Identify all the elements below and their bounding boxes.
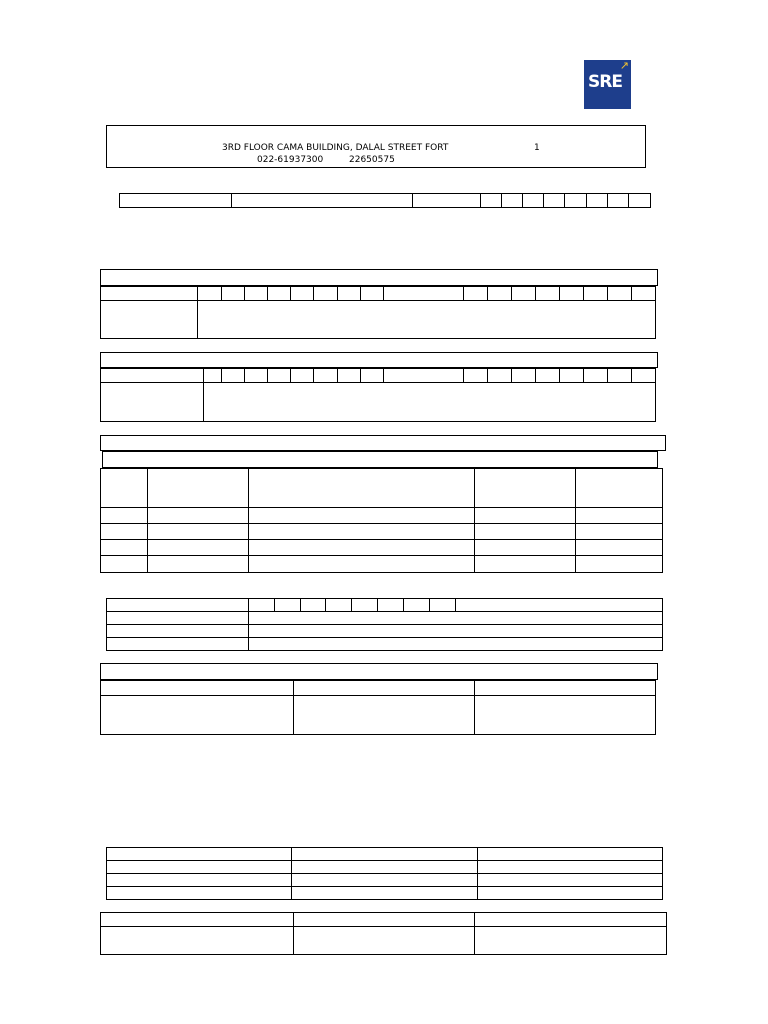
logo-text: SRE [588, 72, 622, 92]
section-e-header [100, 663, 658, 680]
section-b-header [100, 352, 658, 368]
reference-row [119, 193, 651, 208]
section-g-table [100, 912, 667, 955]
section-c-header [100, 435, 666, 451]
page-number: 1 [534, 143, 540, 153]
section-a-table [100, 286, 656, 339]
logo-arrow-icon: ↗ [619, 59, 629, 72]
company-logo [584, 60, 631, 109]
phone-number-primary: 022-61937300 [257, 155, 324, 165]
section-c-table [100, 468, 663, 573]
section-b-table [100, 368, 656, 422]
phone-number-secondary: 22650575 [349, 155, 395, 165]
section-e-table [100, 680, 656, 735]
section-c-subheader [102, 451, 658, 468]
section-a-header [100, 269, 658, 286]
address-line: 3RD FLOOR CAMA BUILDING, DALAL STREET FORT [222, 143, 449, 153]
